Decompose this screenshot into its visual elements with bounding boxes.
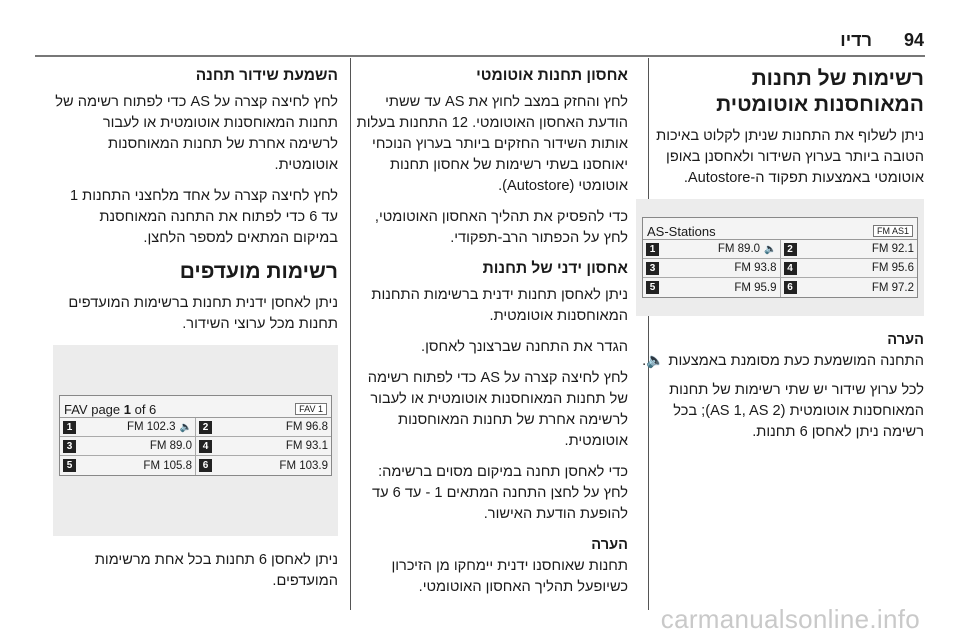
header-divider [35, 55, 925, 57]
station-frequency: FM 97.2 [871, 281, 914, 294]
station-frequency: FM 103.9 [279, 459, 328, 472]
heading-manual-store: אחסון ידני של תחנות [482, 260, 628, 277]
screen-title-page: 1 [123, 402, 131, 417]
station-slot [780, 278, 918, 297]
screen-title-bar [60, 396, 331, 418]
page-number: 94 [903, 30, 924, 50]
station-frequency: FM 95.9 [734, 281, 777, 294]
screen-list-tag: FAV 1 [295, 403, 327, 415]
station-slot [643, 278, 780, 297]
paragraph-manual-store: ניתן לאחסן תחנות ידנית ברשימות התחנות המאוחסנות אוטומטית. [371, 287, 628, 324]
paragraph-as-lists: לכל ערוץ שידור יש שתי רשימות של תחנות המאוחסנות אוטומטית (AS 1, AS 2); בכל רשימה ניתן לאחסן 6 תחנות. [669, 382, 924, 440]
fav-screen-figure [53, 345, 338, 536]
paragraph-set-station: הגדר את התחנה שברצונך לאחסן. [421, 339, 628, 355]
screen-title-bar [643, 218, 917, 240]
as-stations-screen [642, 217, 918, 298]
paragraph-autostore-cancel: כדי להפסיק את תהליך האחסון האוטומטי, לחץ על הכפתור הרב-תפקודי. [374, 209, 628, 246]
paragraph-open-list: לחץ לחיצה קצרה על AS כדי לפתוח רשימה של תחנות המאוחסנות אוטומטית או לעבור לרשימה אחרת של תחנות המאוחסנות אוטומטית. [367, 370, 628, 449]
station-frequency: FM 89.0 [149, 440, 192, 452]
heading-autostore-lists: רשימות של תחנות המאוחסנות אוטומטית [716, 67, 924, 116]
station-slot [60, 418, 195, 436]
station-slot [195, 437, 331, 455]
station-frequency: FM 93.1 [285, 440, 328, 452]
note-text: תחנות שאוחסנו ידנית יימחקו מן הזיכרון כשיופעל תהליך האחסון האוטומטי. [391, 558, 628, 595]
heading-play-station: השמעת שידור תחנה [195, 67, 338, 84]
paragraph-autostore-procedure: לחץ והחזק במצב לחוץ את AS עד ששתי הודעת האחסון האוטומטי. 12 התחנות בעלות אותות השידור החזקים ביותר בערוץ הנוכחי יאוחסנו בשתי רשימות של אחסון תחנות אוטומטי (Autostore). [356, 94, 628, 194]
section-title: רדיו [840, 30, 872, 50]
preset-number: 2 [199, 421, 212, 434]
screen-list-tag: FM AS1 [873, 225, 913, 237]
station-frequency: FM 95.6 [871, 262, 914, 274]
fav-screen [59, 395, 332, 476]
screen-title: AS-Stations [647, 224, 716, 239]
heading-autostore: אחסון תחנות אוטומטי [476, 67, 628, 84]
paragraph-favourites-intro: ניתן לאחסן ידנית תחנות ברשימות המועדפים תחנות מכל ערוצי השידור. [68, 295, 338, 332]
column-middle [350, 66, 628, 608]
preset-number: 3 [646, 262, 659, 275]
note-title: הערה [887, 332, 924, 348]
page-header [0, 0, 960, 58]
preset-number: 6 [784, 281, 797, 294]
column-left [53, 66, 338, 602]
paragraph-open-as-list: לחץ לחיצה קצרה על AS כדי לפתוח רשימה של תחנות המאוחסנות אוטומטית או לעבור לרשימה אחרת של תחנות המאוחסנות אוטומטית. [55, 94, 338, 173]
preset-number: 2 [784, 243, 797, 256]
station-frequency: FM 89.0 [717, 243, 761, 255]
station-slot [780, 240, 918, 258]
screen-title-prefix: FAV page [64, 402, 124, 417]
station-frequency: FM 105.8 [143, 459, 192, 472]
station-row [643, 278, 917, 297]
station-slot [60, 456, 195, 475]
speaker-icon: 🔈 [179, 421, 192, 433]
station-frequency: FM 96.8 [285, 421, 328, 433]
preset-number: 4 [199, 440, 212, 453]
paragraph-favourites-capacity: ניתן לאחסן 6 תחנות בכל אחת מרשימות המועדפים. [94, 552, 338, 589]
preset-number: 1 [646, 243, 659, 256]
note-title: הערה [591, 537, 628, 553]
paragraph-select-preset: לחץ לחיצה קצרה על אחד מלחצני התחנות 1 עד 6 כדי לפתוח את התחנה המאוחסנת במיקום המתאים למספר הלחצן. [69, 188, 338, 246]
preset-number: 1 [63, 421, 76, 434]
station-slot [780, 259, 918, 277]
as-stations-screen-figure [636, 199, 924, 316]
paragraph-autostore-intro: ניתן לשלוף את התחנות שניתן לקלוט באיכות הטובה ביותר בערוץ השידור ולאחסנן באופן אוטומטי באמצעות תפקוד ה-Autostore. [656, 128, 924, 186]
station-frequency: FM 102.3 [126, 421, 176, 433]
note-text: התחנה המושמעת כעת מסומנת באמצעות 🔈. [642, 353, 924, 369]
paragraph-store-position: כדי לאחסן תחנה במיקום מסוים ברשימה: לחץ על לחצן התחנה המתאים 1 - עד 6 עד להופעת הודעת האישור. [372, 464, 628, 522]
screen-title-suffix: of 6 [130, 402, 157, 417]
station-slot [60, 437, 195, 455]
speaker-icon: 🔈 [764, 243, 777, 255]
preset-number: 5 [646, 281, 659, 294]
preset-number: 5 [63, 459, 76, 472]
watermark: carmanualsonline.info [660, 604, 920, 634]
station-row [60, 456, 331, 475]
station-slot [643, 240, 780, 258]
station-slot [643, 259, 780, 277]
station-row [643, 259, 917, 278]
preset-number: 4 [784, 262, 797, 275]
preset-number: 6 [199, 459, 212, 472]
heading-favourites: רשימות מועדפים [179, 260, 338, 283]
station-row [643, 240, 917, 259]
station-row [60, 418, 331, 437]
column-right [636, 66, 924, 453]
station-frequency: FM 92.1 [871, 243, 914, 255]
station-slot [195, 418, 331, 436]
station-row [60, 437, 331, 456]
station-slot [195, 456, 331, 475]
preset-number: 3 [63, 440, 76, 453]
station-frequency: FM 93.8 [734, 262, 777, 274]
screen-title [64, 402, 156, 417]
